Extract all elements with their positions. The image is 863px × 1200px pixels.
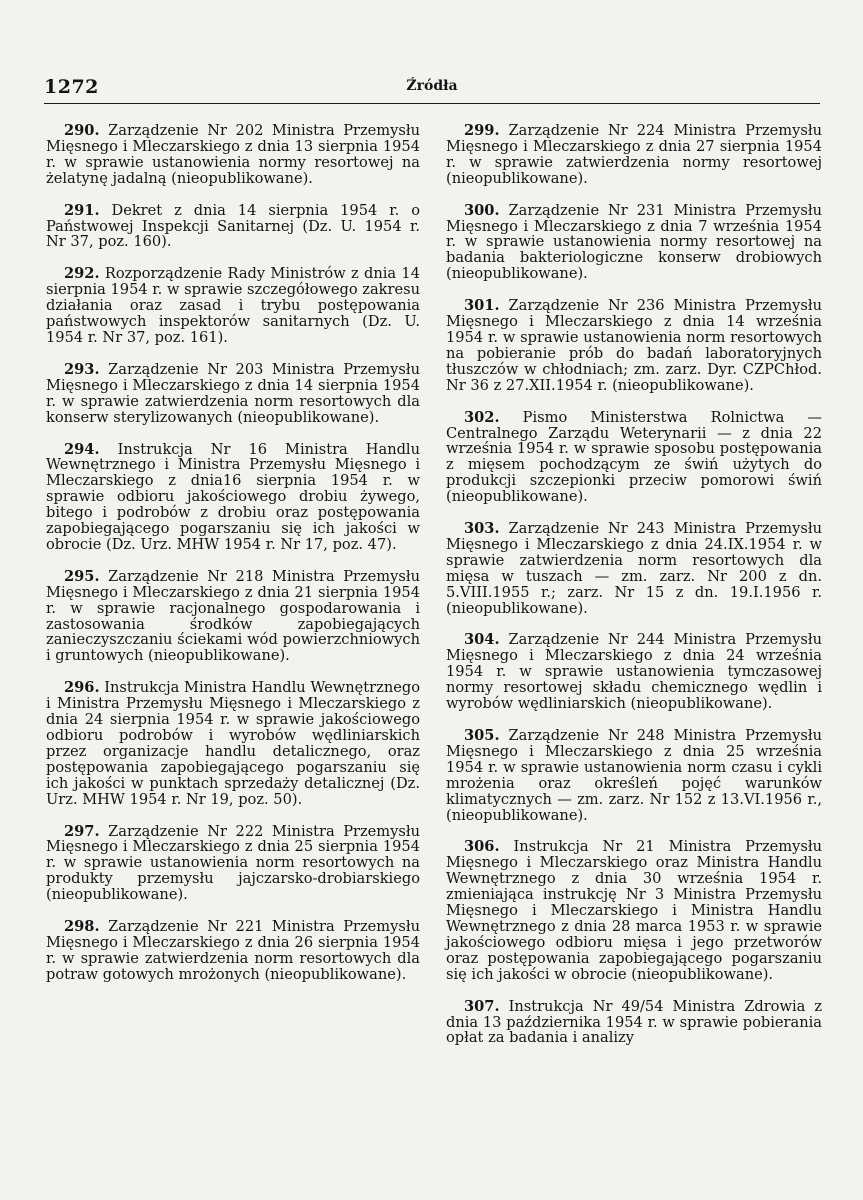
entry-number: 292. bbox=[64, 265, 100, 283]
reference-entry bbox=[446, 728, 822, 823]
entry-number: 304. bbox=[464, 631, 500, 649]
entry-text: Zarządzenie Nr 231 Ministra Przemysłu Mięsnego i Mleczarskiego z dnia 7 września 1954 r. w sprawie ustanowienia normy resortowej na badania bakteriologiczne konserw drobiowych (nieopublikowane). bbox=[446, 201, 823, 283]
reference-entry bbox=[446, 521, 822, 616]
entry-text: Zarządzenie Nr 218 Ministra Przemysłu Mięsnego i Mleczarskiego z dnia 21 sierpnia 1954 r. w sprawie racjonalnego gospodarowania i zastosowania środków zapobiegających zanieczyszczaniu ściekami wód powierzchniowych i gruntowych (nieopublikowane). bbox=[46, 567, 421, 665]
entry-number: 300. bbox=[464, 201, 500, 219]
reference-entry bbox=[46, 266, 420, 346]
entry-number: 301. bbox=[464, 297, 500, 315]
entry-text: Pismo Ministerstwa Rolnictwa — Centralnego Zarządu Weterynarii — z dnia 22 września 1954 r. w sprawie sposobu postępowania z mięsem pochodzącym ze świń użytych do produkcji szczepionki przeciw pomorowi świń (nieopublikowane). bbox=[446, 408, 823, 506]
entry-number: 293. bbox=[64, 360, 100, 378]
reference-entry bbox=[446, 203, 822, 283]
reference-entry bbox=[46, 203, 420, 251]
entry-text: Zarządzenie Nr 236 Ministra Przemysłu Mięsnego i Mleczarskiego z dnia 14 września 1954 r. w sprawie ustanowienia norm resortowych na pobieranie prób do badań laboratoryjnych tłuszczów w chłodniach; zm. zarz. Dyr. CZPChłod. Nr 36 z 27.XII.1954 r. (nieopublikowane). bbox=[446, 297, 823, 394]
header-divider bbox=[44, 103, 820, 104]
left-column bbox=[46, 123, 420, 999]
reference-entry bbox=[46, 362, 420, 426]
reference-entry bbox=[46, 569, 420, 664]
entry-number: 294. bbox=[64, 440, 100, 458]
entry-number: 295. bbox=[64, 567, 100, 585]
entry-text: Zarządzenie Nr 222 Ministra Przemysłu Mięsnego i Mleczarskiego z dnia 25 sierpnia 1954 r. w sprawie ustanowienia norm resortowych na produkty przemysłu jajczarsko-drobiarskiego (nieopublikowane). bbox=[46, 822, 421, 904]
entry-text: Zarządzenie Nr 244 Ministra Przemysłu Mięsnego i Mleczarskiego z dnia 24 września 1954 r. w sprawie ustanowienia tymczasowej normy resortowej składu chemicznego wędlin i wyrobów wędliniarskich (nieopublikowane). bbox=[446, 631, 823, 713]
entry-number: 307. bbox=[464, 997, 500, 1015]
page-header bbox=[44, 76, 820, 106]
reference-entry bbox=[446, 410, 822, 505]
reference-entry bbox=[46, 919, 420, 983]
entry-text: Zarządzenie Nr 202 Ministra Przemysłu Mięsnego i Mleczarskiego z dnia 13 sierpnia 1954 r. w sprawie ustanowienia normy resortowej na żelatynę jadalną (nieopublikowane). bbox=[46, 122, 421, 187]
reference-entry bbox=[46, 123, 420, 187]
entry-number: 296. bbox=[64, 679, 100, 697]
entry-text: Zarządzenie Nr 243 Ministra Przemysłu Mięsnego i Mleczarskiego z dnia 24.IX.1954 r. w sprawie zatwierdzenia norm resortowych dla mięsa w tuszach — zm. zarz. Nr 200 z dn. 5.VIII.1955 r.; zarz. Nr 15 z dn. 19.I.1956 r. (nieopublikowane). bbox=[446, 520, 823, 617]
entry-number: 290. bbox=[64, 122, 100, 139]
entry-text: Instrukcja Nr 16 Ministra Handlu Wewnętrznego i Ministra Przemysłu Mięsnego i Mleczarskiego z dnia16 sierpnia 1954 r. w sprawie odbioru jakościowego drobiu żywego, bitego i podrobów z drobiu oraz postępowania zapobiegającego pogarszaniu się ich jakości w obrocie (Dz. Urz. MHW 1954 r. Nr 17, poz. 47). bbox=[46, 440, 420, 553]
reference-entry bbox=[446, 839, 822, 982]
entry-text: Zarządzenie Nr 203 Ministra Przemysłu Mięsnego i Mleczarskiego z dnia 14 sierpnia 1954 r. w sprawie zatwierdzenia norm resortowych dla konserw sterylizowanych (nieopublikowane). bbox=[46, 360, 421, 426]
entry-number: 302. bbox=[464, 408, 500, 426]
entry-number: 303. bbox=[464, 520, 500, 538]
entry-text: Instrukcja Nr 49/54 Ministra Zdrowia z dnia 13 października 1954 r. w sprawie pobierania opłat za badania i analizy bbox=[446, 997, 823, 1047]
reference-entry bbox=[46, 824, 420, 904]
reference-entry bbox=[446, 632, 822, 712]
reference-entry bbox=[446, 298, 822, 393]
entry-text: Zarządzenie Nr 221 Ministra Przemysłu Mięsnego i Mleczarskiego z dnia 26 sierpnia 1954 r. w sprawie zatwierdzenia norm resortowych dla potraw gotowych mrożonych (nieopublikowane). bbox=[46, 918, 421, 983]
page-number: 1272 bbox=[44, 76, 99, 98]
reference-entry bbox=[46, 442, 420, 553]
entry-number: 306. bbox=[464, 838, 500, 856]
entry-text: Zarządzenie Nr 248 Ministra Przemysłu Mięsnego i Mleczarskiego z dnia 25 września 1954 r. w sprawie ustanowienia norm czasu i cykli mrożenia oraz określeń pojęć warunków klimatycznych — zm. zarz. Nr 152 z 13.VI.1956 r., (nieopublikowane). bbox=[446, 727, 823, 824]
entry-number: 305. bbox=[464, 727, 500, 744]
entry-text: Rozporządzenie Rady Ministrów z dnia 14 sierpnia 1954 r. w sprawie szczegółowego zakresu działania oraz zasad i trybu postępowania państwowych inspektorów sanitarnych (Dz. U. 1954 r. Nr 37, poz. 161). bbox=[46, 265, 420, 346]
reference-entry bbox=[446, 999, 822, 1047]
entry-number: 299. bbox=[464, 122, 500, 139]
entry-number: 297. bbox=[64, 822, 100, 840]
entry-text: Zarządzenie Nr 224 Ministra Przemysłu Mięsnego i Mleczarskiego z dnia 27 sierpnia 1954 r. w sprawie zatwierdzenia normy resortowej (nieopublikowane). bbox=[446, 122, 823, 187]
running-title: Źródła bbox=[406, 78, 458, 94]
entry-text: Instrukcja Ministra Handlu Wewnętrznego i Ministra Przemysłu Mięsnego i Mleczarskiego z dnia 24 sierpnia 1954 r. w sprawie jakościowego odbioru podrobów i wyrobów wędliniarskich przez organizacje handlu detalicznego, oraz postępowania zapobiegającego pogarszaniu się ich jakości w punktach sprzedaży detalicznej (Dz. Urz. MHW 1954 r. Nr 19, poz. 50). bbox=[46, 679, 421, 808]
right-column bbox=[446, 123, 822, 1062]
entry-number: 298. bbox=[64, 918, 100, 936]
entry-number: 291. bbox=[64, 201, 100, 219]
reference-entry bbox=[46, 680, 420, 807]
reference-entry bbox=[446, 123, 822, 187]
entry-text: Dekret z dnia 14 sierpnia 1954 r. o Państwowej Inspekcji Sanitarnej (Dz. U. 1954 r. Nr 37, poz. 160). bbox=[46, 201, 420, 251]
entry-text: Instrukcja Nr 21 Ministra Przemysłu Mięsnego i Mleczarskiego oraz Ministra Handlu Wewnętrznego z dnia 30 września 1954 r. zmieniająca instrukcję Nr 3 Ministra Przemysłu Mięsnego i Mleczarskiego i Ministra Handlu Wewnętrznego z dnia 28 marca 1953 r. w sprawie jakościowego odbioru mięsa i jego przetworów oraz postępowania zapobiegającego pogarszaniu się ich jakości w obrocie (nieopublikowane). bbox=[446, 838, 823, 983]
